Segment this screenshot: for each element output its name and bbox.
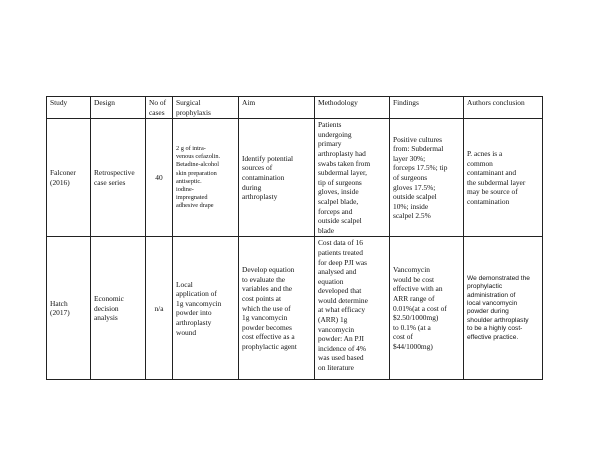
cell-findings: Positive cultures from: Subdermal layer 30%; forceps 17.5%; tip of surgeons gloves 17.5%; outside scalpel 10%; inside scalpel 2.5% (390, 119, 464, 237)
cell-aim: Identify potential sources of contamination during arthroplasty (239, 119, 315, 237)
header-surgical-prophylaxis: Surgical prophylaxis (173, 97, 239, 119)
cell-authors-conclusion: P. acnes is a common contaminant and the subdermal layer may be source of contamination (464, 119, 543, 237)
header-findings: Findings (390, 97, 464, 119)
cell-authors-conclusion: We demonstrated the prophylactic administration of local vancomycin powder during shoulder arthroplasty to be a highly cost- effective practice. (464, 237, 543, 380)
header-design: Design (91, 97, 146, 119)
table-row (47, 119, 543, 237)
header-authors-conclusion: Authors conclusion (464, 97, 543, 119)
literature-review-table (46, 96, 543, 380)
cell-study: Hatch (2017) (47, 237, 91, 380)
header-methodology: Methodology (315, 97, 390, 119)
header-no-cases: No of cases (146, 97, 173, 119)
cell-aim: Develop equation to evaluate the variables and the cost points at which the use of 1g vancomycin powder becomes cost effective as a prophylactic agent (239, 237, 315, 380)
table-header-row (47, 97, 543, 119)
cell-findings: Vancomycin would be cost effective with an ARR range of 0.01%(at a cost of $2.50/1000mg) to 0.1% (at a cost of $44/1000mg) (390, 237, 464, 380)
cell-study: Falconer (2016) (47, 119, 91, 237)
cell-surgical-prophylaxis: 2 g of intra- venous cefazolin. Betadine-alcohol skin preparation antiseptic. iodine- impregnated adhesive drape (173, 119, 239, 237)
cell-design: Economic decision analysis (91, 237, 146, 380)
cell-methodology: Patients undergoing primary arthroplasty had swabs taken from subdermal layer, tip of surgeons gloves, inside scalpel blade, forceps and outside scalpel blade (315, 119, 390, 237)
cell-no-cases: 40 (146, 119, 173, 237)
table-row (47, 237, 543, 380)
cell-no-cases: n/a (146, 237, 173, 380)
cell-surgical-prophylaxis: Local application of 1g vancomycin powder into arthroplasty wound (173, 237, 239, 380)
header-aim: Aim (239, 97, 315, 119)
header-study: Study (47, 97, 91, 119)
cell-design: Retrospective case series (91, 119, 146, 237)
cell-methodology: Cost data of 16 patients treated for deep PJI was analysed and equation developed that would determine at what efficacy (ARR) 1g vancomycin powder: An PJI incidence of 4% was used based on literature (315, 237, 390, 380)
